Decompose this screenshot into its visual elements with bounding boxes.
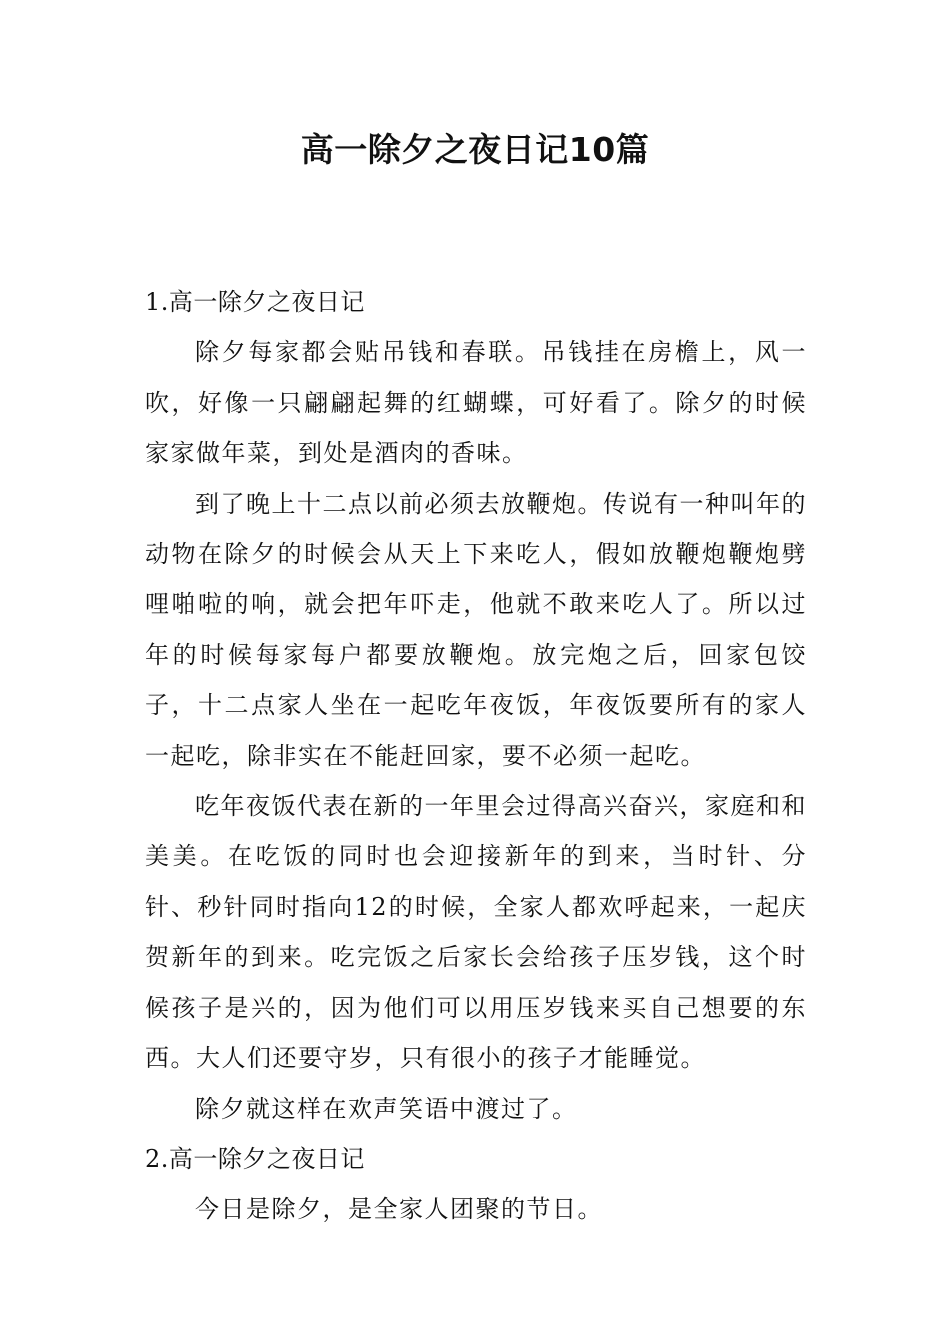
- paragraph: 今日是除夕，是全家人团聚的节日。: [195, 1195, 603, 1224]
- paragraph: 除夕就这样在欢声笑语中渡过了。: [195, 1094, 578, 1123]
- paragraph: 除夕每家都会贴吊钱和春联。吊钱挂在房檐上，风一吹，好像一只翩翩起舞的红蝴蝶，可好看了。除夕的时候家家做年菜，到处是酒肉的香味。: [145, 338, 807, 468]
- document-body: [145, 277, 807, 1235]
- paragraph: 吃年夜饭代表在新的一年里会过得高兴奋兴，家庭和和美美。在吃饭的同时也会迎接新年的到来，当时针、分针、秒针同时指向12的时候，全家人都欢呼起来，一起庆贺新年的到来。吃完饭之后家长会给孩子压岁钱，这个时候孩子是兴的，因为他们可以用压岁钱来买自己想要的东西。大人们还要守岁，只有很小的孩子才能睡觉。: [145, 792, 807, 1073]
- section-heading: 1.高一除夕之夜日记: [145, 288, 365, 316]
- document-title: 高一除夕之夜日记10篇: [300, 130, 650, 169]
- section-heading: 2.高一除夕之夜日记: [145, 1144, 365, 1173]
- paragraph: 到了晚上十二点以前必须去放鞭炮。传说有一种叫年的动物在除夕的时候会从天上下来吃人，假如放鞭炮鞭炮劈哩啪啦的响，就会把年吓走，他就不敢来吃人了。所以过年的时候每家每户都要放鞭炮。放完炮之后，回家包饺子，十二点家人坐在一起吃年夜饭，年夜饭要所有的家人一起吃，除非实在不能赶回家，要不必须一起吃。: [145, 489, 807, 770]
